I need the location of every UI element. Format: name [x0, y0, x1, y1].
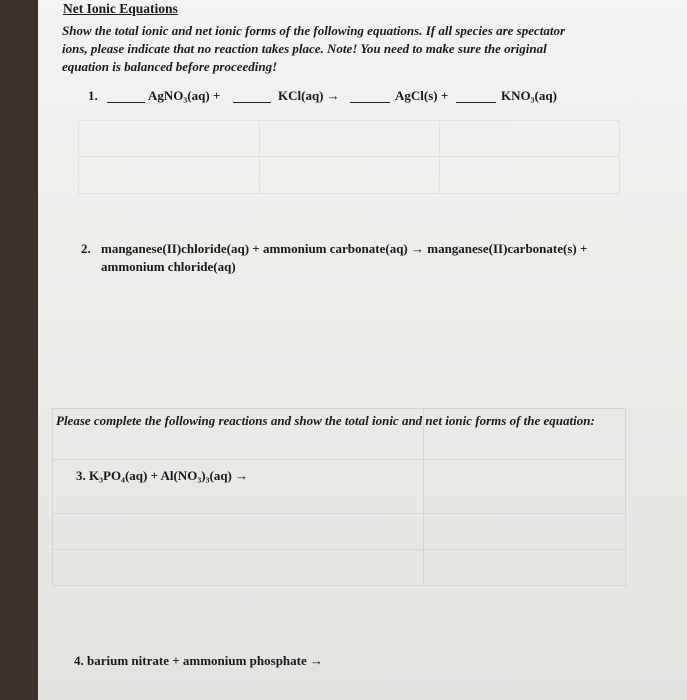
q1-coefficient-blank-4[interactable] [456, 102, 496, 103]
q1-coefficient-blank-1[interactable] [107, 102, 145, 103]
q3-answer-grid [52, 408, 626, 586]
q1-coefficient-blank-3[interactable] [350, 102, 390, 103]
q1-product-1: AgCl(s) + [395, 88, 449, 103]
q1-number: 1. [88, 88, 98, 103]
q1-reactant-1: AgNO₃(aq) + [148, 88, 221, 103]
q3-equation-text: 3. K₃PO₄(aq) + Al(NO₃)₃(aq) → [76, 468, 249, 483]
q2-number: 2. [81, 241, 91, 256]
subheading-text: Please complete the following reactions and show the total ionic and net ionic forms of the equation: [56, 413, 595, 428]
q1-reactant-2: KCl(aq) → [278, 88, 340, 103]
q1-coefficient-blank-2[interactable] [233, 102, 271, 103]
worksheet-heading: Net Ionic Equations [63, 1, 178, 16]
q2-equation-text: manganese(II)chloride(aq) + ammonium carbonate(aq) → manganese(II)carbonate(s) + ammonium chloride(aq) [101, 241, 588, 274]
instructions-text: Show the total ionic and net ionic forms of the following equations. If all species are spectator ions, please indicate that no reaction takes place. Note! You need to make sure the original equation is balanced before proceeding! [62, 23, 566, 74]
q2-block [81, 240, 641, 276]
q1-answer-grid [78, 120, 620, 194]
q4-equation-text: 4. barium nitrate + ammonium phosphate → [74, 653, 324, 668]
worksheet-page [38, 0, 687, 700]
q1-product-2: KNO₃(aq) [501, 88, 557, 103]
